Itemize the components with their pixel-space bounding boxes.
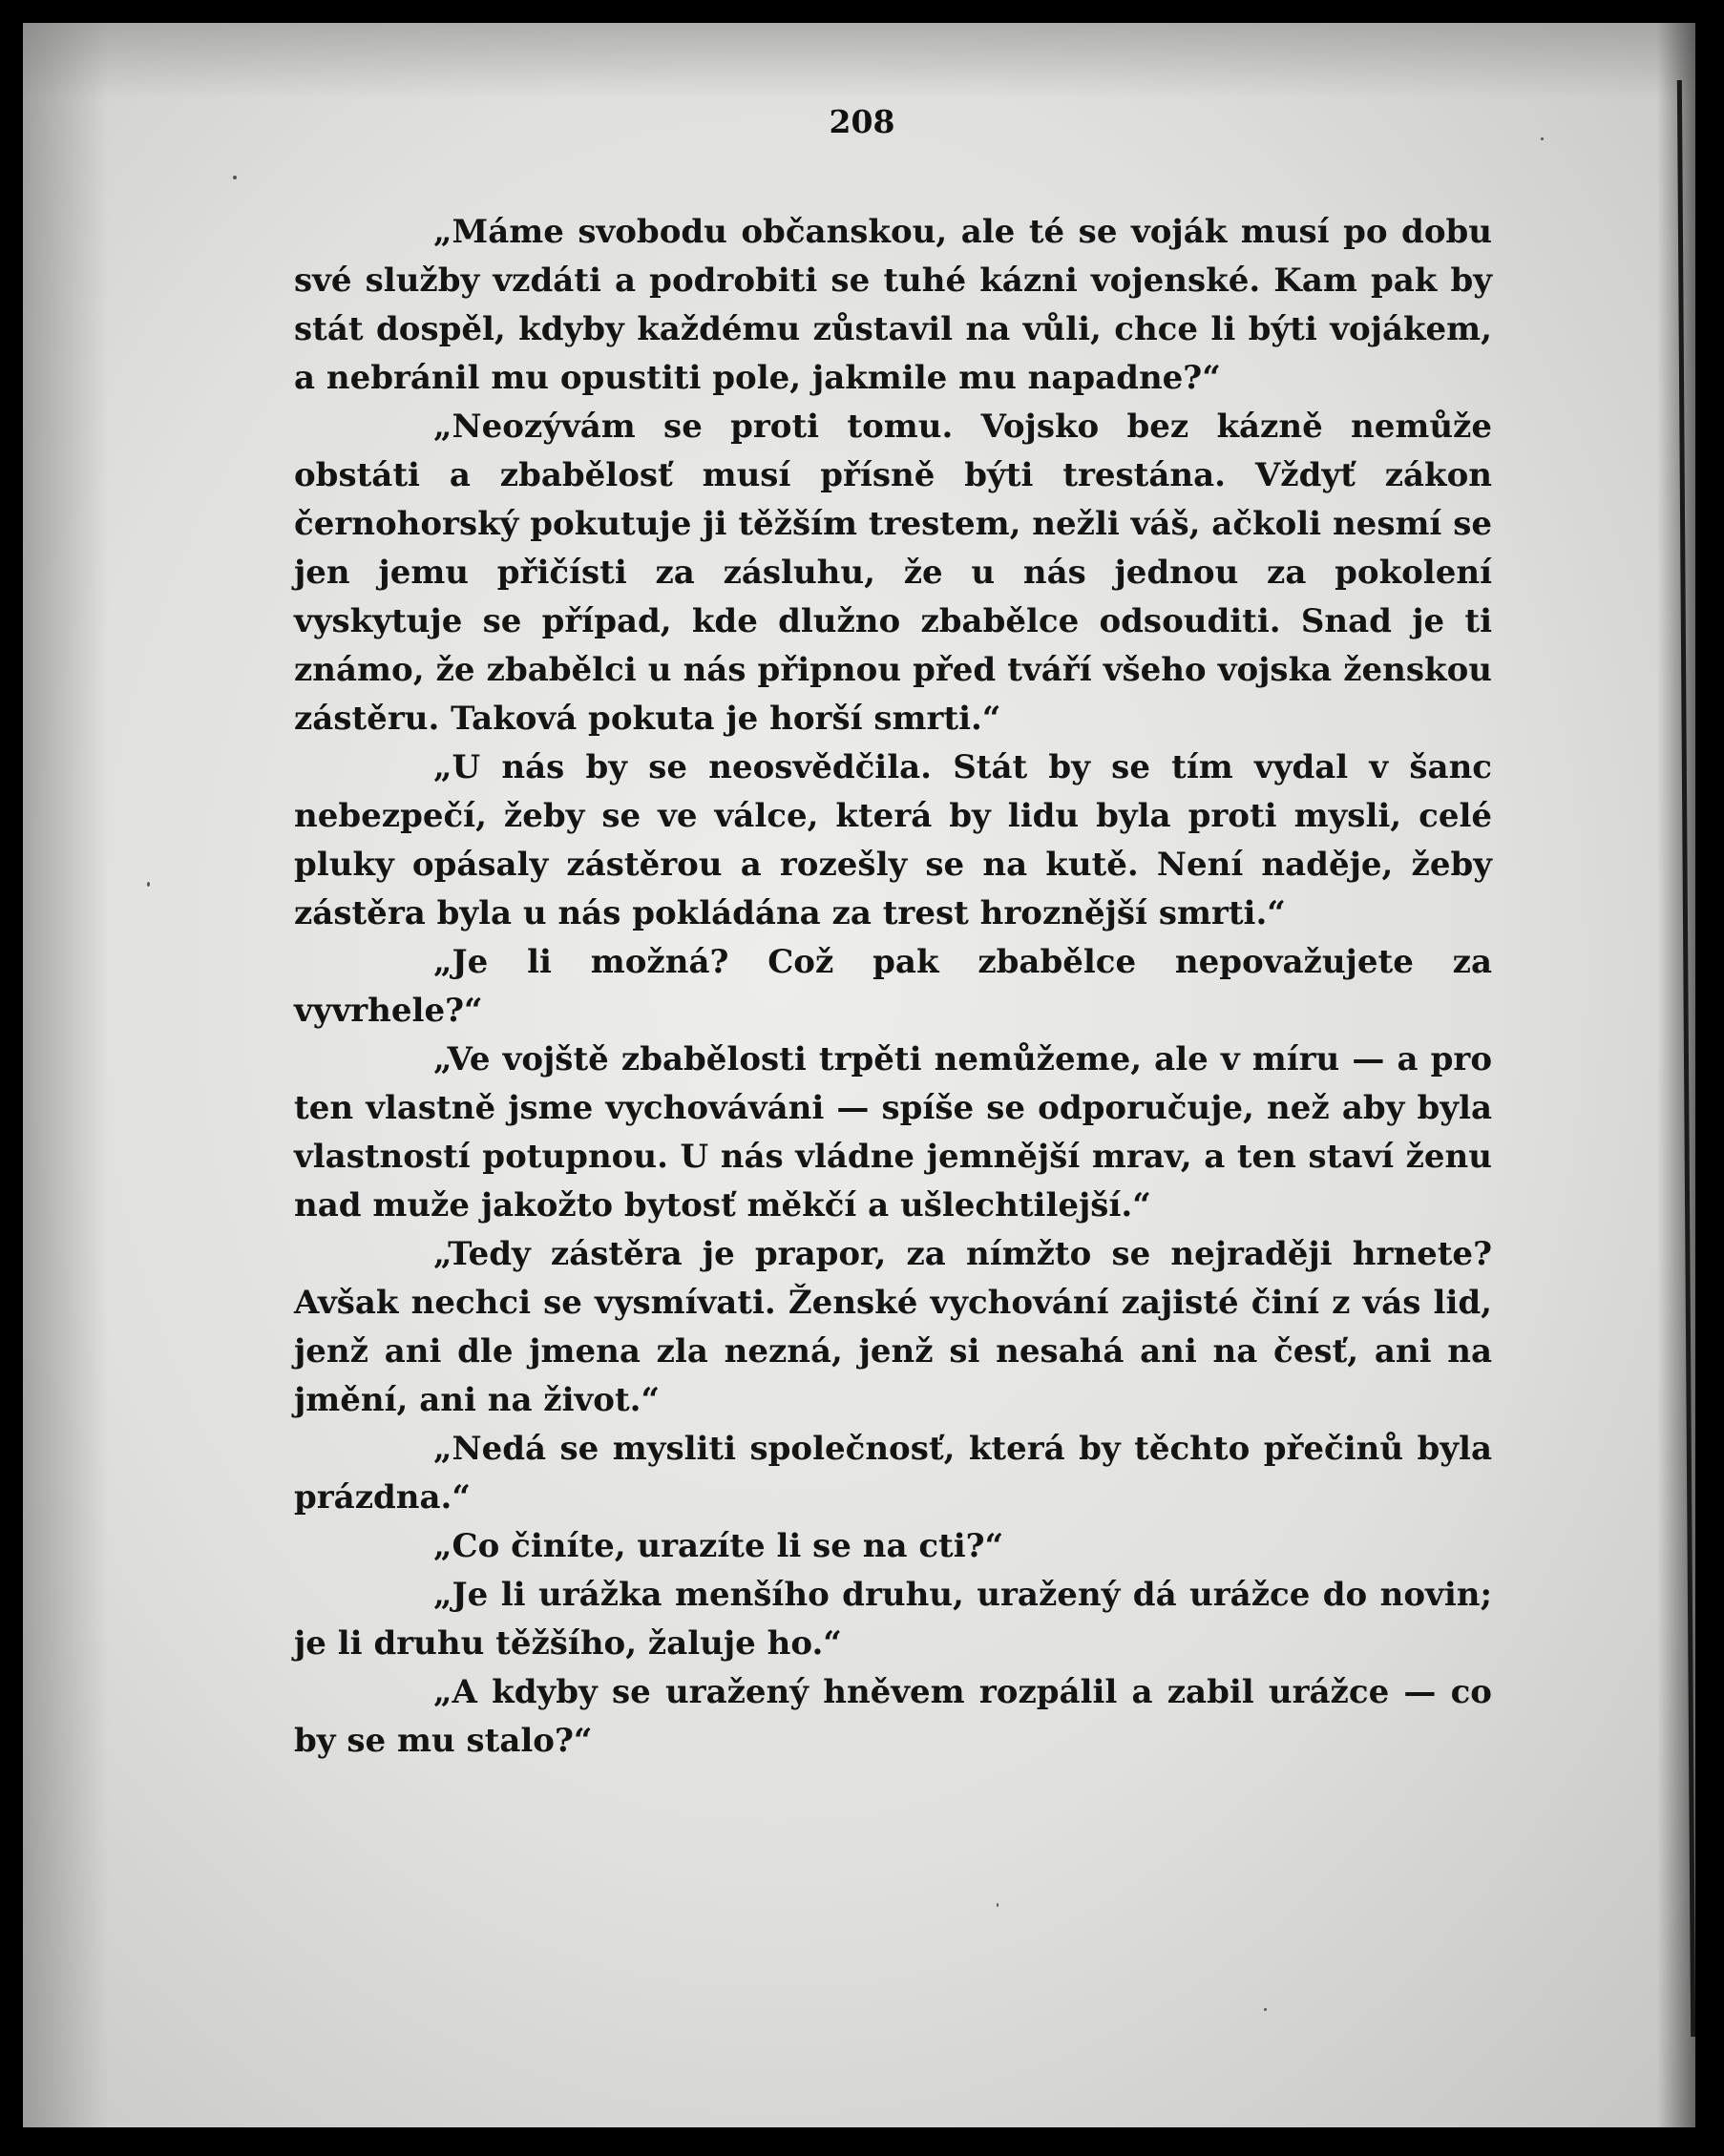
- paragraph: „Je li urážka menšího druhu, uražený dá urážce do novin; je li druhu těžšího, žaluje ho.“: [294, 1576, 1492, 1663]
- paragraph: „Nedá se mysliti společnosť, která by těchto přečinů byla prázdna.“: [294, 1430, 1492, 1517]
- paragraph: „A kdyby se uražený hněvem rozpálil a zabil urážce — co by se mu stalo?“: [294, 1673, 1492, 1760]
- paragraph: „Neozývám se proti tomu. Vojsko bez kázně nemůže obstáti a zbabělosť musí přísně býti trestána. Vždyť zákon černohorský pokutuje ji těžším trestem, nežli váš, ačkoli nesmí se jen jemu přičísti za zásluhu, že u nás jednou za pokolení vyskytuje se případ, kde dlužno zbabělce odsouditi. Snad je ti známo, že zbabělci u nás připnou před tváří všeho vojska ženskou zástěru. Taková pokuta je horší smrti.“: [294, 408, 1492, 738]
- paragraph: „Máme svobodu občanskou, ale té se voják musí po dobu své služby vzdáti a podrobiti se tuhé kázni vojenské. Kam pak by stát dospěl, kdyby každému zůstavil na vůli, chce li býti vojákem, a nebránil mu opustiti pole, jakmile mu napadne?“: [294, 213, 1492, 397]
- page-shadow-top: [23, 23, 1695, 99]
- paragraph: „Je li možná? Což pak zbabělce nepovažujete za vyvrhele?“: [294, 943, 1492, 1030]
- paragraph: „Ve vojště zbabělosti trpěti nemůžeme, ale v míru — a pro ten vlastně jsme vychováváni — spíše se odporučuje, než aby byla vlastností potupnou. U nás vládne jemnější mrav, a ten staví ženu nad muže jakožto bytosť měkčí a ušlechtilejší.“: [294, 1040, 1492, 1225]
- scan-speck: [147, 882, 150, 887]
- page-shadow-left: [23, 23, 109, 2127]
- scan-speck: [997, 1903, 999, 1907]
- body-text: [294, 208, 1492, 1766]
- paragraph: „Co činíte, urazíte li se na cti?“: [433, 1527, 1004, 1565]
- paragraph: „U nás by se neosvědčila. Stát by se tím vydal v šanc nebezpečí, žeby se ve válce, která by lidu byla proti mysli, celé pluky opásaly zástěrou a rozešly se na kutě. Není naděje, žeby zástěra byla u nás pokládána za trest hroznější smrti.“: [294, 748, 1492, 932]
- scan-speck: [1264, 2008, 1267, 2011]
- paragraph: „Tedy zástěra je prapor, za nímžto se nejraději hrnete? Avšak nechci se vysmívati. Ženské vychování zajisté činí z vás lid, jenž ani dle jmena zla nezná, jenž si nesahá ani na česť, ani na jmění, ani na život.“: [294, 1235, 1492, 1419]
- page-number: 208: [829, 103, 895, 140]
- scan-speck: [233, 176, 237, 179]
